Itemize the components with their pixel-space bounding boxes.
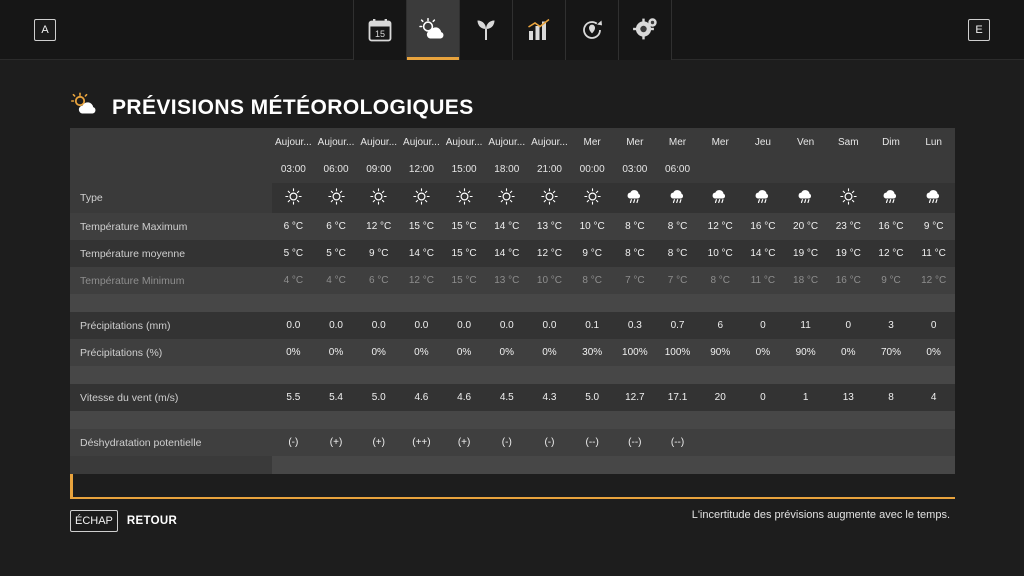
cell-dehydration: (--) (571, 429, 614, 456)
key-badge-escape: ÉCHAP (70, 510, 118, 532)
column-header-day: Aujour... (315, 128, 358, 156)
cell-precip-mm: 0.0 (400, 312, 443, 339)
cell-precip-pct: 90% (699, 339, 742, 366)
column-header-day: Mer (656, 128, 699, 156)
column-header-time: 12:00 (400, 156, 443, 183)
cell-temp-min: 11 °C (742, 267, 785, 294)
column-header-time (912, 156, 955, 183)
column-header-time: 03:00 (272, 156, 315, 183)
cell-precip-pct: 0% (528, 339, 571, 366)
tab-settings[interactable] (619, 0, 672, 60)
cell-dehydration: (--) (656, 429, 699, 456)
column-header-time: 18:00 (485, 156, 528, 183)
cell-dehydration (827, 429, 870, 456)
cell-precip-mm: 0.0 (485, 312, 528, 339)
cell-wind-speed: 8 (870, 384, 913, 411)
column-header-time: 15:00 (443, 156, 486, 183)
corner-cell (70, 156, 272, 183)
column-header-day: Dim (870, 128, 913, 156)
column-header-day: Lun (912, 128, 955, 156)
table-row (70, 240, 955, 267)
table-spacer-row (70, 294, 955, 312)
calendar-icon (367, 17, 393, 43)
animal-cycle-icon (580, 18, 604, 42)
cell-wind-speed: 13 (827, 384, 870, 411)
sun-icon (485, 183, 528, 213)
column-header-time: 00:00 (571, 156, 614, 183)
cell-temp-min: 9 °C (870, 267, 913, 294)
cell-temp-max: 6 °C (272, 213, 315, 240)
row-label: Type (80, 192, 103, 204)
cell-temp-avg: 19 °C (784, 240, 827, 267)
cell-wind-speed: 4 (912, 384, 955, 411)
cell-temp-min: 16 °C (827, 267, 870, 294)
cell-dehydration: (-) (272, 429, 315, 456)
cell-wind-speed: 4.6 (400, 384, 443, 411)
cell-dehydration: (++) (400, 429, 443, 456)
svg-text:15: 15 (374, 29, 386, 39)
cell-temp-max: 23 °C (827, 213, 870, 240)
column-header-time: 06:00 (315, 156, 358, 183)
cell-temp-max: 15 °C (443, 213, 486, 240)
cell-wind-speed: 5.5 (272, 384, 315, 411)
column-header-day: Mer (614, 128, 657, 156)
column-header-day: Mer (571, 128, 614, 156)
plant-icon (474, 17, 498, 43)
forecast-table (70, 128, 955, 474)
column-header-time: 03:00 (614, 156, 657, 183)
cell-temp-min: 6 °C (357, 267, 400, 294)
cell-temp-min: 10 °C (528, 267, 571, 294)
cell-precip-mm: 0 (827, 312, 870, 339)
filler-label-cell (70, 456, 272, 474)
cell-precip-pct: 0% (742, 339, 785, 366)
cell-temp-avg: 14 °C (400, 240, 443, 267)
cell-precip-mm: 0.7 (656, 312, 699, 339)
prev-page-key-hint[interactable] (34, 19, 56, 41)
cell-temp-max: 16 °C (742, 213, 785, 240)
forecast-table-body (70, 128, 955, 474)
table-row (70, 213, 955, 240)
table-row (70, 312, 955, 339)
corner-cell (70, 128, 272, 156)
sun-icon (400, 183, 443, 213)
cell-precip-pct: 0% (357, 339, 400, 366)
table-bottom-filler (70, 456, 955, 474)
cell-wind-speed: 4.6 (443, 384, 486, 411)
cell-precip-pct: 0% (443, 339, 486, 366)
cell-dehydration (912, 429, 955, 456)
cell-temp-avg: 5 °C (272, 240, 315, 267)
table-row (70, 183, 955, 213)
cell-precip-mm: 0.0 (315, 312, 358, 339)
column-header-day: Aujour... (443, 128, 486, 156)
cell-temp-avg: 9 °C (357, 240, 400, 267)
cell-temp-max: 13 °C (528, 213, 571, 240)
cell-temp-max: 16 °C (870, 213, 913, 240)
sun-icon (443, 183, 486, 213)
cell-temp-min: 4 °C (315, 267, 358, 294)
table-spacer-row (70, 411, 955, 429)
cell-wind-speed: 4.3 (528, 384, 571, 411)
cell-dehydration (699, 429, 742, 456)
cell-temp-min: 12 °C (400, 267, 443, 294)
sun-icon (827, 183, 870, 213)
cell-wind-speed: 0 (742, 384, 785, 411)
cell-precip-mm: 0 (912, 312, 955, 339)
cell-temp-max: 20 °C (784, 213, 827, 240)
column-header-time (784, 156, 827, 183)
column-header-time: 06:00 (656, 156, 699, 183)
cell-wind-speed: 4.5 (485, 384, 528, 411)
cell-temp-avg: 8 °C (656, 240, 699, 267)
column-header-time (699, 156, 742, 183)
cell-temp-avg: 14 °C (485, 240, 528, 267)
column-header-day: Aujour... (485, 128, 528, 156)
cell-precip-pct: 0% (485, 339, 528, 366)
column-header-day: Aujour... (528, 128, 571, 156)
cell-wind-speed: 5.0 (357, 384, 400, 411)
row-label: Température Maximum (70, 213, 272, 240)
sun-icon (357, 183, 400, 213)
rain-icon (742, 183, 785, 213)
cell-temp-min: 7 °C (614, 267, 657, 294)
cell-temp-max: 6 °C (315, 213, 358, 240)
cell-precip-mm: 0.1 (571, 312, 614, 339)
cell-temp-min: 8 °C (699, 267, 742, 294)
cell-temp-min: 15 °C (443, 267, 486, 294)
tab-calendar[interactable] (354, 0, 407, 60)
prices-chart-icon (527, 18, 551, 42)
cell-precip-mm: 0.0 (443, 312, 486, 339)
cell-precip-pct: 30% (571, 339, 614, 366)
rain-icon (614, 183, 657, 213)
cell-temp-avg: 19 °C (827, 240, 870, 267)
cell-temp-max: 8 °C (656, 213, 699, 240)
cell-precip-mm: 0.3 (614, 312, 657, 339)
filler-cell (272, 456, 955, 474)
cell-dehydration: (-) (528, 429, 571, 456)
sun-icon (571, 183, 614, 213)
rain-icon (656, 183, 699, 213)
cell-temp-min: 7 °C (656, 267, 699, 294)
row-label: Précipitations (mm) (70, 312, 272, 339)
cell-precip-pct: 0% (400, 339, 443, 366)
rain-icon (784, 183, 827, 213)
cell-temp-min: 13 °C (485, 267, 528, 294)
row-label: Précipitations (%) (70, 339, 272, 366)
page-title: PRÉVISIONS MÉTÉOROLOGIQUES (112, 95, 474, 119)
cell-dehydration: (+) (443, 429, 486, 456)
cell-temp-max: 15 °C (400, 213, 443, 240)
table-row (70, 339, 955, 366)
cell-dehydration (784, 429, 827, 456)
row-label: Déshydratation potentielle (70, 429, 272, 456)
cell-wind-speed: 5.0 (571, 384, 614, 411)
cell-precip-mm: 3 (870, 312, 913, 339)
column-header-time (742, 156, 785, 183)
cell-temp-avg: 8 °C (614, 240, 657, 267)
cell-wind-speed: 20 (699, 384, 742, 411)
cell-precip-pct: 100% (614, 339, 657, 366)
sun-icon (315, 183, 358, 213)
cell-temp-max: 8 °C (614, 213, 657, 240)
column-header-day: Aujour... (357, 128, 400, 156)
column-header-time: 09:00 (357, 156, 400, 183)
next-page-key-hint[interactable] (968, 19, 990, 41)
column-header-day: Aujour... (400, 128, 443, 156)
cell-precip-mm: 0.0 (357, 312, 400, 339)
gear-icon (632, 17, 658, 43)
cell-wind-speed: 5.4 (315, 384, 358, 411)
row-label: Température moyenne (70, 240, 272, 267)
cell-temp-avg: 10 °C (699, 240, 742, 267)
column-header-day: Sam (827, 128, 870, 156)
rain-icon (912, 183, 955, 213)
cell-precip-mm: 11 (784, 312, 827, 339)
cell-precip-pct: 0% (315, 339, 358, 366)
key-badge-a: A (34, 19, 56, 41)
cell-precip-mm: 6 (699, 312, 742, 339)
cell-temp-min: 18 °C (784, 267, 827, 294)
cell-precip-mm: 0.0 (528, 312, 571, 339)
cell-temp-max: 12 °C (699, 213, 742, 240)
sun-icon (272, 183, 315, 213)
table-header-times (70, 156, 955, 183)
cell-temp-avg: 15 °C (443, 240, 486, 267)
cell-temp-min: 8 °C (571, 267, 614, 294)
column-header-day: Jeu (742, 128, 785, 156)
cell-precip-pct: 0% (272, 339, 315, 366)
panel-bottom-accent (70, 497, 955, 499)
cell-temp-avg: 12 °C (528, 240, 571, 267)
tab-plants[interactable] (460, 0, 513, 60)
cell-temp-max: 12 °C (357, 213, 400, 240)
column-header-time (827, 156, 870, 183)
cell-wind-speed: 12.7 (614, 384, 657, 411)
column-header-time (870, 156, 913, 183)
tab-prices[interactable] (513, 0, 566, 60)
cell-dehydration: (+) (315, 429, 358, 456)
cell-temp-avg: 5 °C (315, 240, 358, 267)
cell-precip-pct: 90% (784, 339, 827, 366)
cell-temp-avg: 9 °C (571, 240, 614, 267)
back-label: RETOUR (126, 515, 178, 527)
table-row (70, 429, 955, 456)
cell-dehydration: (+) (357, 429, 400, 456)
cell-temp-min: 12 °C (912, 267, 955, 294)
column-header-day: Aujour... (272, 128, 315, 156)
spacer-cell (70, 411, 955, 429)
cell-dehydration: (--) (614, 429, 657, 456)
forecast-uncertainty-note: L'incertitude des prévisions augmente avec le temps. (691, 509, 950, 521)
table-row (70, 384, 955, 411)
spacer-cell (70, 294, 955, 312)
rain-icon (870, 183, 913, 213)
tab-animals[interactable] (566, 0, 619, 60)
cell-precip-pct: 70% (870, 339, 913, 366)
cell-wind-speed: 17.1 (656, 384, 699, 411)
spacer-cell (70, 366, 955, 384)
cell-dehydration: (-) (485, 429, 528, 456)
top-bar (0, 0, 1024, 60)
tab-weather[interactable] (407, 0, 460, 60)
cell-temp-avg: 11 °C (912, 240, 955, 267)
cell-wind-speed: 1 (784, 384, 827, 411)
key-badge-e: E (968, 19, 990, 41)
back-control[interactable] (70, 510, 177, 532)
page-header (70, 92, 474, 123)
tab-bar (353, 0, 672, 60)
cell-precip-pct: 0% (912, 339, 955, 366)
cell-precip-pct: 0% (827, 339, 870, 366)
cell-precip-pct: 100% (656, 339, 699, 366)
cell-temp-avg: 12 °C (870, 240, 913, 267)
cell-dehydration (870, 429, 913, 456)
cell-precip-mm: 0 (742, 312, 785, 339)
cell-dehydration (742, 429, 785, 456)
cell-temp-max: 10 °C (571, 213, 614, 240)
cell-temp-max: 9 °C (912, 213, 955, 240)
weather-icon (70, 92, 100, 123)
column-header-day: Mer (699, 128, 742, 156)
sun-icon (528, 183, 571, 213)
rain-icon (699, 183, 742, 213)
column-header-day: Ven (784, 128, 827, 156)
row-label: Température Minimum (70, 267, 272, 294)
table-row (70, 267, 955, 294)
cell-precip-mm: 0.0 (272, 312, 315, 339)
cell-temp-avg: 14 °C (742, 240, 785, 267)
cell-temp-min: 4 °C (272, 267, 315, 294)
row-label: Vitesse du vent (m/s) (70, 384, 272, 411)
column-header-time: 21:00 (528, 156, 571, 183)
table-spacer-row (70, 366, 955, 384)
table-header-days (70, 128, 955, 156)
cell-temp-max: 14 °C (485, 213, 528, 240)
weather-icon (419, 17, 447, 43)
